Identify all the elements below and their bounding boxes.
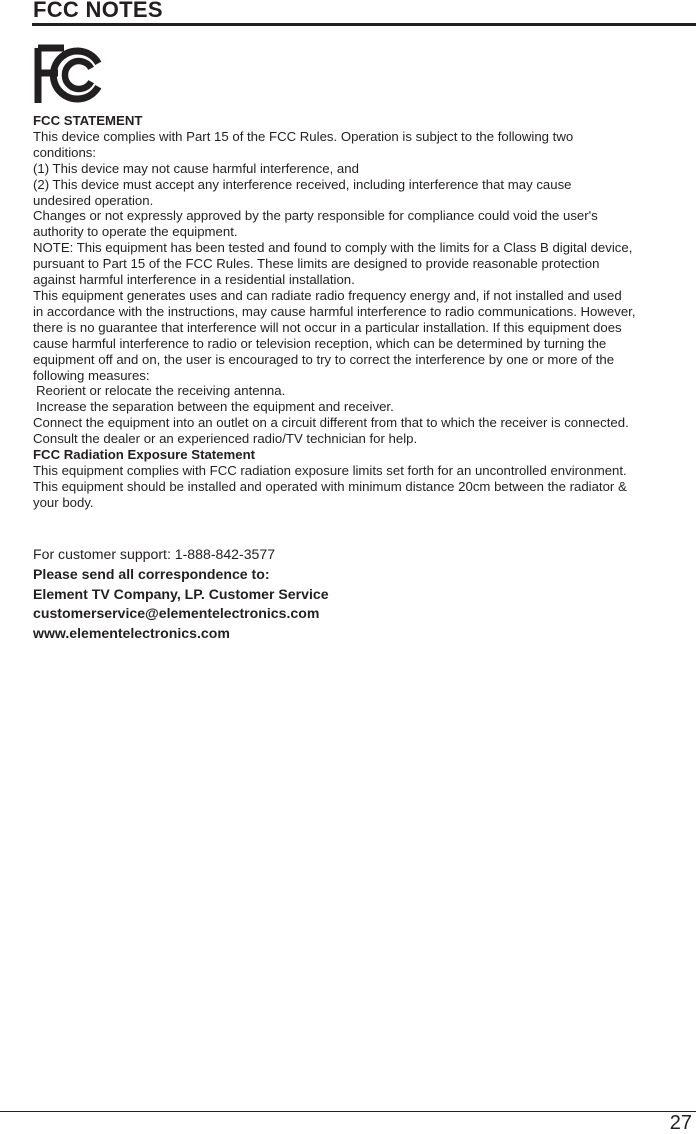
radiation-line: your body. [33,494,94,510]
measure-item: Increase the separation between the equipment and receiver. [36,399,394,415]
customer-support-section [33,545,329,644]
statement-line: equipment off and on, the user is encouraged to try to correct the interference by one or more of the [33,351,615,367]
support-email: customerservice@elementelectronics.com [33,605,320,622]
statement-line: Connect the equipment into an outlet on a circuit different from that to which the receiver is connected. [33,415,629,431]
title-divider [32,23,696,26]
page-title: FCC NOTES [33,0,163,22]
statement-line: undesired operation. [33,192,154,208]
statement-line: pursuant to Part 15 of the FCC Rules. These limits are designed to provide reasonable protection [33,256,600,272]
radiation-heading: FCC Radiation Exposure Statement [33,447,256,463]
statement-line: following measures: [33,367,150,383]
statement-line: there is no guarantee that interference will not occur in a particular installation. If this equipment does [33,319,622,335]
statement-line: This device complies with Part 15 of the FCC Rules. Operation is subject to the following two [33,128,574,144]
radiation-line: This equipment should be installed and operated with minimum distance 20cm between the radiator & [33,478,627,494]
statement-line: Consult the dealer or an experienced radio/TV technician for help. [33,431,418,447]
statement-line: (2) This device must accept any interference received, including interference that may cause [33,176,572,192]
statement-line: (1) This device may not cause harmful interference, and [33,160,359,176]
statement-line: in accordance with the instructions, may cause harmful interference to radio communications. However, [33,303,636,319]
statement-line: cause harmful interference to radio or television reception, which can be determined by turning the [33,335,607,351]
correspondence-label: Please send all correspondence to: [33,565,270,582]
support-website: www.elementelectronics.com [33,625,230,642]
footer-divider [0,1111,696,1112]
statement-line: This equipment generates uses and can radiate radio frequency energy and, if not installed and used [33,287,622,303]
statement-line: Changes or not expressly approved by the party responsible for compliance could void the user's [33,208,598,224]
fcc-statement-section [33,113,695,511]
statement-line: NOTE: This equipment has been tested and found to comply with the limits for a Class B digital device, [33,240,633,256]
statement-line: against harmful interference in a residential installation. [33,272,355,288]
company-name: Element TV Company, LP. Customer Service [33,585,329,602]
radiation-line: This equipment complies with FCC radiation exposure limits set forth for an uncontrolled environment. [33,462,627,478]
statement-heading: FCC STATEMENT [33,113,143,128]
fcc-logo-icon [34,44,106,106]
support-phone: For customer support: 1-888-842-3577 [33,546,276,562]
measure-item: Reorient or relocate the receiving antenna. [36,383,286,399]
statement-line: authority to operate the equipment. [33,224,238,240]
statement-line: conditions: [33,144,97,160]
page-number: 27 [669,1112,692,1134]
